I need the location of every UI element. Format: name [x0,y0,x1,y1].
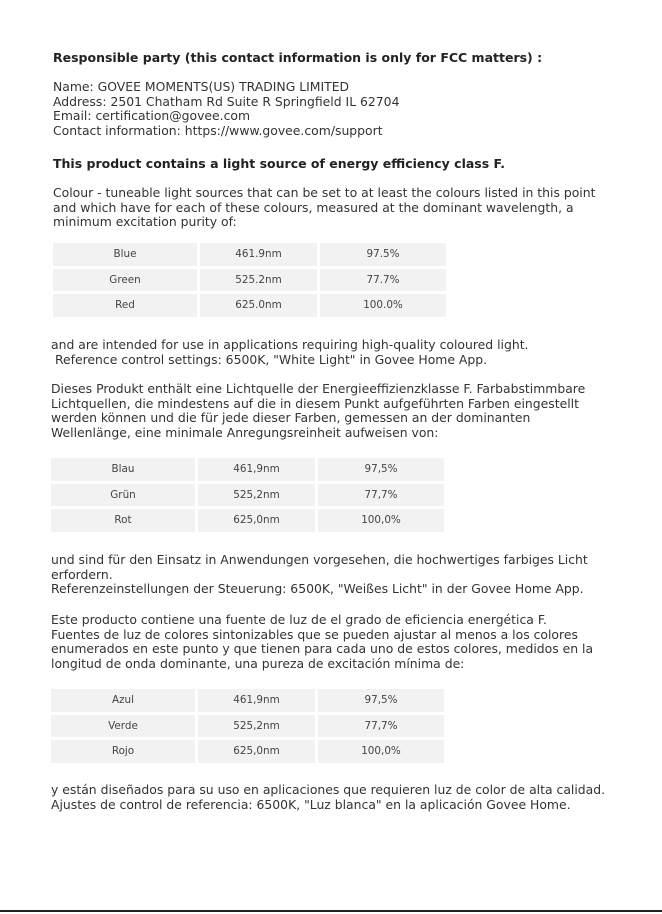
wavelength-cell: 525,2nm [198,481,315,507]
wavelength-cell: 461,9nm [198,458,315,481]
german-intro-line: Wellenlänge, eine minimale Anregungsreinheit aufweisen von: [51,424,439,440]
color-name-cell: Rot [51,506,195,532]
german-outro-line: erfordern. [51,566,113,582]
color-name-cell: Red [53,291,197,317]
purity-cell: 100,0% [318,506,444,532]
table-row [51,458,444,481]
fcc-contact-line: Contact information: https://www.govee.com/support [53,122,383,138]
german-reference-line: Referenzeinstellungen der Steuerung: 6500K, "Weißes Licht" in der Govee Home App. [51,581,584,597]
spanish-color-table [48,689,447,763]
purity-cell: 77,7% [318,481,444,507]
table-row [53,291,446,317]
table-row [51,712,444,738]
spanish-outro-line: y están diseñados para su uso en aplicaciones que requieren luz de color de alta calidad. [51,782,606,797]
english-intro [53,186,595,230]
purity-cell: 100,0% [318,737,444,763]
purity-cell: 97.5% [320,243,446,266]
color-name-cell: Green [53,266,197,292]
spanish-outro [51,783,605,812]
fcc-heading: Responsible party (this contact information is only for FCC matters) : [53,50,543,65]
german-intro-line: Lichtquellen, die mindestens auf die in diesem Punkt aufgeführten Farben eingestellt [51,395,579,411]
spanish-intro [51,613,593,671]
table-row [51,481,444,507]
color-name-cell: Azul [51,689,195,712]
purity-cell: 100.0% [320,291,446,317]
spanish-intro-line: Este producto contiene una fuente de luz de el grado de eficiencia energética F. [51,612,547,627]
english-intro-line: and which have for each of these colours, measured at the dominant wavelength, a [53,199,574,215]
purity-cell: 77.7% [320,266,446,292]
color-name-cell: Verde [51,712,195,738]
fcc-address-line: Address: 2501 Chatham Rd Suite R Springfield IL 62704 [53,93,400,109]
wavelength-cell: 625,0nm [198,737,315,763]
table-row [51,737,444,763]
german-outro [51,553,588,597]
table-row [53,266,446,292]
table-row [51,506,444,532]
english-outro-line: and are intended for use in applications requiring high-quality coloured light. [51,337,529,352]
bottom-divider [0,910,662,912]
spanish-intro-line: Fuentes de luz de colores sintonizables que se pueden ajustar al menos a los colores [51,626,578,642]
german-color-table [48,458,447,532]
color-name-cell: Grün [51,481,195,507]
german-outro-line: und sind für den Einsatz in Anwendungen vorgesehen, die hochwertiges farbiges Licht [51,552,588,567]
english-color-table [50,243,449,317]
german-intro-line: werden können und die für jede dieser Farben, gemessen an der dominanten [51,410,531,426]
color-name-cell: Blue [53,243,197,266]
table-row [53,243,446,266]
english-outro [51,338,529,367]
wavelength-cell: 625,0nm [198,506,315,532]
spanish-intro-line: longitud de onda dominante, una pureza de excitación mínima de: [51,655,465,671]
wavelength-cell: 461.9nm [200,243,317,266]
purity-cell: 97,5% [318,689,444,712]
spanish-intro-line: enumerados en este punto y que tienen para cada uno de estos colores, medidos en la [51,641,594,657]
wavelength-cell: 461,9nm [198,689,315,712]
energy-class-heading: This product contains a light source of energy efficiency class F. [53,156,505,171]
fcc-contact-block [53,80,399,138]
german-intro [51,382,585,440]
wavelength-cell: 525,2nm [198,712,315,738]
table-row [51,689,444,712]
wavelength-cell: 625.0nm [200,291,317,317]
german-intro-line: Dieses Produkt enthält eine Lichtquelle der Energieeffizienzklasse F. Farbabstimmbare [51,381,586,396]
fcc-email-line: Email: certification@govee.com [53,108,251,124]
english-intro-line: Colour - tuneable light sources that can be set to at least the colours listed in this point [53,185,596,200]
wavelength-cell: 525.2nm [200,266,317,292]
purity-cell: 97,5% [318,458,444,481]
english-intro-line: minimum excitation purity of: [53,214,237,230]
spanish-reference-line: Ajustes de control de referencia: 6500K, "Luz blanca" en la aplicación Govee Home. [51,796,571,812]
color-name-cell: Rojo [51,737,195,763]
fcc-name-line: Name: GOVEE MOMENTS(US) TRADING LIMITED [53,79,350,94]
english-reference-line: Reference control settings: 6500K, "White Light" in Govee Home App. [51,351,488,367]
purity-cell: 77,7% [318,712,444,738]
color-name-cell: Blau [51,458,195,481]
